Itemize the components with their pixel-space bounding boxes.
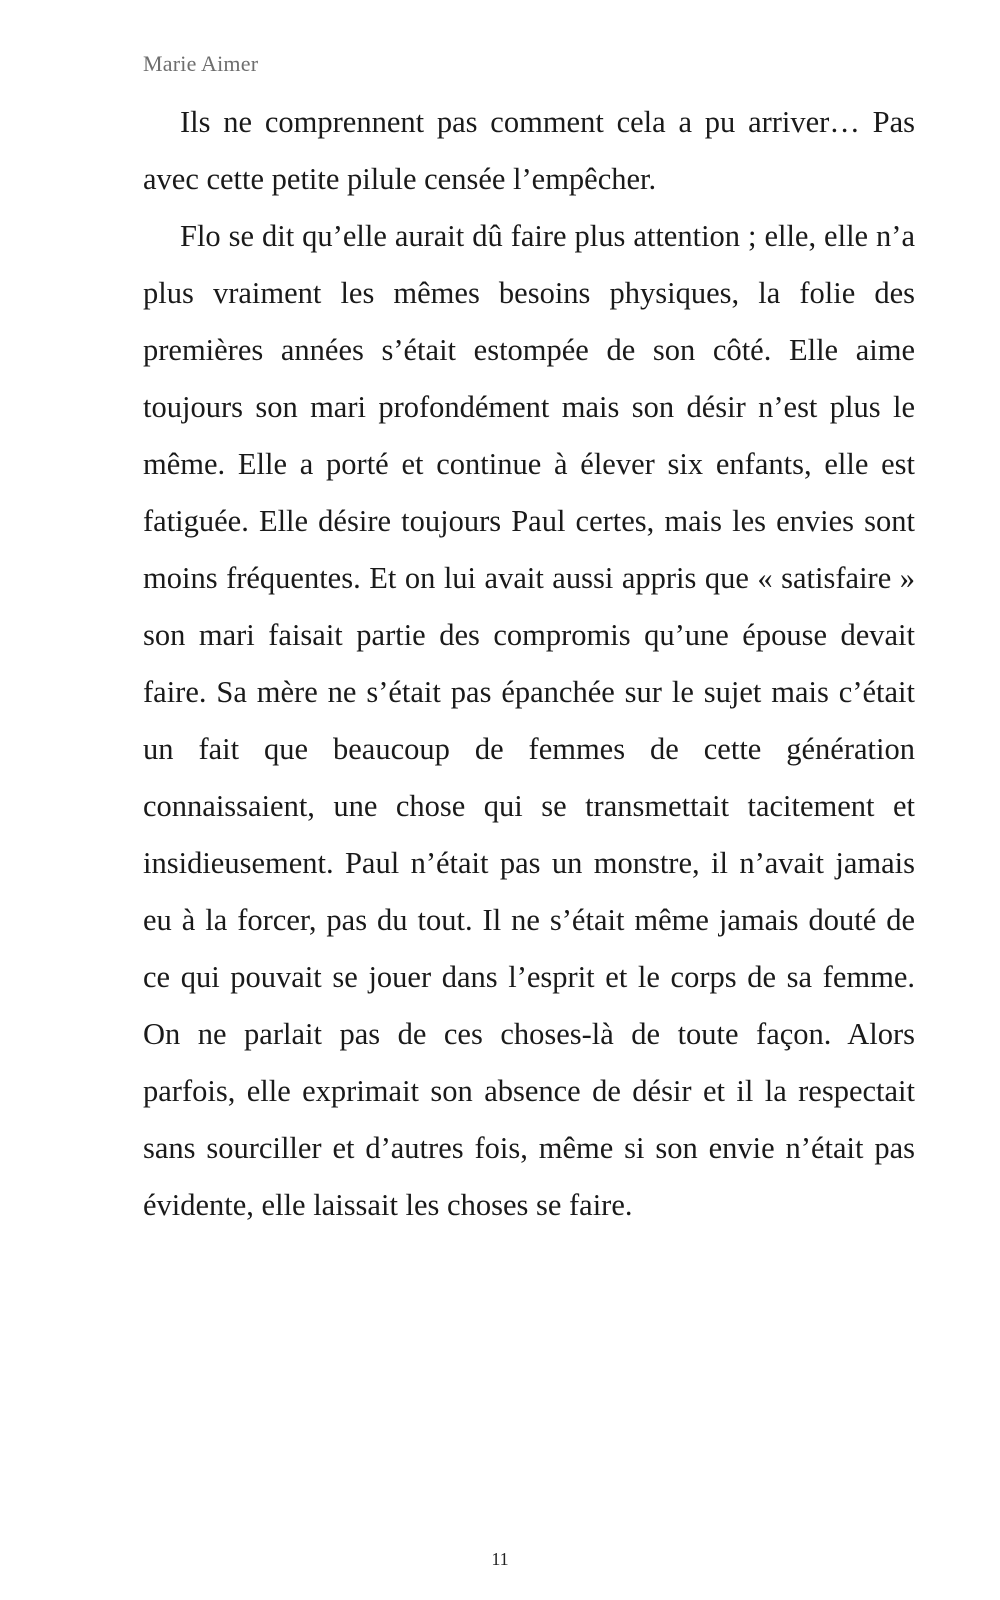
running-header-author: Marie Aimer xyxy=(143,51,259,76)
body-text xyxy=(143,94,915,1234)
page-number: 11 xyxy=(491,1549,509,1569)
paragraph: Ils ne comprennent pas comment cela a pu arriver… Pas avec cette petite pilule censée l’empêcher. xyxy=(143,105,915,196)
paragraph: Flo se dit qu’elle aurait dû faire plus attention ; elle, elle n’a plus vraiment les mêmes besoins physiques, la folie des premières années s’était estompée de son côté. Elle aime toujours son mari profondément mais son désir n’est plus le même. Elle a porté et continue à élever six enfants, elle est fatiguée. Elle désire toujours Paul certes, mais les envies sont moins fréquentes. Et on lui avait aussi appris que « satisfaire » son mari faisait partie des compromis qu’une épouse devait faire. Sa mère ne s’était pas épanchée sur le sujet mais c’était un fait que beaucoup de femmes de cette génération connaissaient, une chose qui se transmettait tacitement et insidieusement. Paul n’était pas un monstre, il n’avait jamais eu à la forcer, pas du tout. Il ne s’était même jamais douté de ce qui pouvait se jouer dans l’esprit et le corps de sa femme. On ne parlait pas de ces choses-là de toute façon. Alors parfois, elle exprimait son absence de désir et il la respectait sans sourciller et d’autres fois, même si son envie n’était pas évidente, elle laissait les choses se faire. xyxy=(143,219,915,1222)
